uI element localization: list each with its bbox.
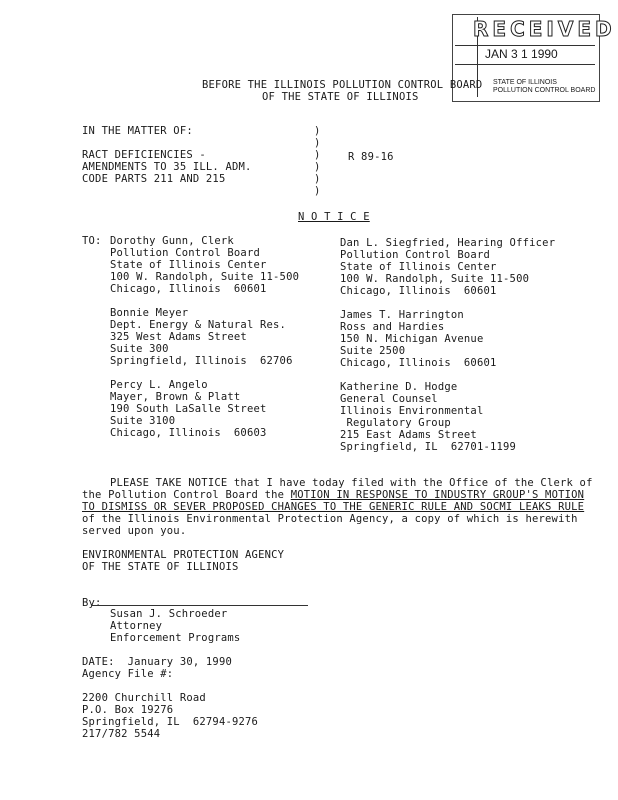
recipient-line: 215 East Adams Street [340,429,477,441]
recipient-line: Mayer, Brown & Platt [110,391,241,403]
stamp-agency-line1: STATE OF ILLINOIS [493,79,557,86]
recipient-line: 150 N. Michigan Avenue [340,333,484,345]
caption-line1: RACT DEFICIENCIES - [82,149,206,161]
motion-title-part1: MOTION IN RESPONSE TO INDUSTRY GROUP'S MOTION [290,489,585,501]
recipient-line: Dorothy Gunn, Clerk [110,235,234,247]
recipient-line: Springfield, IL 62701-1199 [340,441,517,453]
recipient-line: Ross and Hardies [340,321,445,333]
by-label: By: [82,597,102,609]
address-line1: 2200 Churchill Road [82,692,206,704]
recipient-line: General Counsel [340,393,438,405]
recipient-line: Springfield, Illinois 62706 [110,355,293,367]
recipient-line: Katherine D. Hodge [340,381,458,393]
body-line2 [82,489,584,501]
docket-number: R 89-16 [348,151,394,163]
recipient-line: 100 W. Randolph, Suite 11-500 [340,273,530,285]
recipient-line: Illinois Environmental [340,405,484,417]
stamp-agency-line2: POLLUTION CONTROL BOARD [493,87,596,94]
recipient-line: Pollution Control Board [340,249,490,261]
caption-line2: AMENDMENTS TO 35 ILL. ADM. [82,161,252,173]
address-line4: 217/782 5544 [82,728,161,740]
signature-line [92,605,308,606]
to-label: TO: [82,235,102,247]
agency-line1: ENVIRONMENTAL PROTECTION AGENCY [82,549,285,561]
recipient-line: Chicago, Illinois 60601 [110,283,267,295]
recipient-line: Bonnie Meyer [110,307,189,319]
body-line5: served upon you. [82,525,187,537]
recipient-line: Suite 2500 [340,345,406,357]
stamp-date: JAN 3 1 1990 [485,47,558,61]
caption-brace: ) ) ) ) ) ) [314,125,321,197]
signer-title1: Attorney [110,620,163,632]
stamp-agency [493,79,595,95]
body-line2-text: the Pollution Control Board the [82,489,291,501]
agency-line2: OF THE STATE OF ILLINOIS [82,561,239,573]
signer-name: Susan J. Schroeder [110,608,228,620]
motion-title-part2: TO DISMISS OR SEVER PROPOSED CHANGES TO THE GENERIC RULE AND SOCMI LEAKS RULE [82,501,585,513]
recipient-line: Suite 300 [110,343,169,355]
recipient-line: James T. Harrington [340,309,464,321]
recipient-line: Chicago, Illinois 60601 [340,285,497,297]
stamp-received-text: RECEIVED [473,17,616,41]
recipient-line: Pollution Control Board [110,247,260,259]
body-line1: PLEASE TAKE NOTICE that I have today filed with the Office of the Clerk of [110,477,593,489]
address-line2: P.O. Box 19276 [82,704,174,716]
recipient-line: 325 West Adams Street [110,331,247,343]
address-line3: Springfield, IL 62794-9276 [82,716,259,728]
recipient-line: Suite 3100 [110,415,176,427]
header-line1: BEFORE THE ILLINOIS POLLUTION CONTROL BOARD [202,79,483,91]
recipient-line: Chicago, Illinois 60603 [110,427,267,439]
recipient-line: Dept. Energy & Natural Res. [110,319,287,331]
recipient-line: 100 W. Randolph, Suite 11-500 [110,271,300,283]
header-line2: OF THE STATE OF ILLINOIS [262,91,419,103]
recipient-line: Percy L. Angelo [110,379,208,391]
recipient-line: Chicago, Illinois 60601 [340,357,497,369]
recipient-line: 190 South LaSalle Street [110,403,267,415]
recipient-line: Regulatory Group [340,417,451,429]
caption-matter: IN THE MATTER OF: [82,125,193,137]
date-line: DATE: January 30, 1990 [82,656,232,668]
caption-line3: CODE PARTS 211 AND 215 [82,173,226,185]
recipient-line: State of Illinois Center [110,259,267,271]
body-line4: of the Illinois Environmental Protection Agency, a copy of which is herewith [82,513,578,525]
agency-file: Agency File #: [82,668,174,680]
recipient-line: Dan L. Siegfried, Hearing Officer [340,237,556,249]
signer-title2: Enforcement Programs [110,632,241,644]
recipient-line: State of Illinois Center [340,261,497,273]
notice-title: N O T I C E [298,211,370,223]
